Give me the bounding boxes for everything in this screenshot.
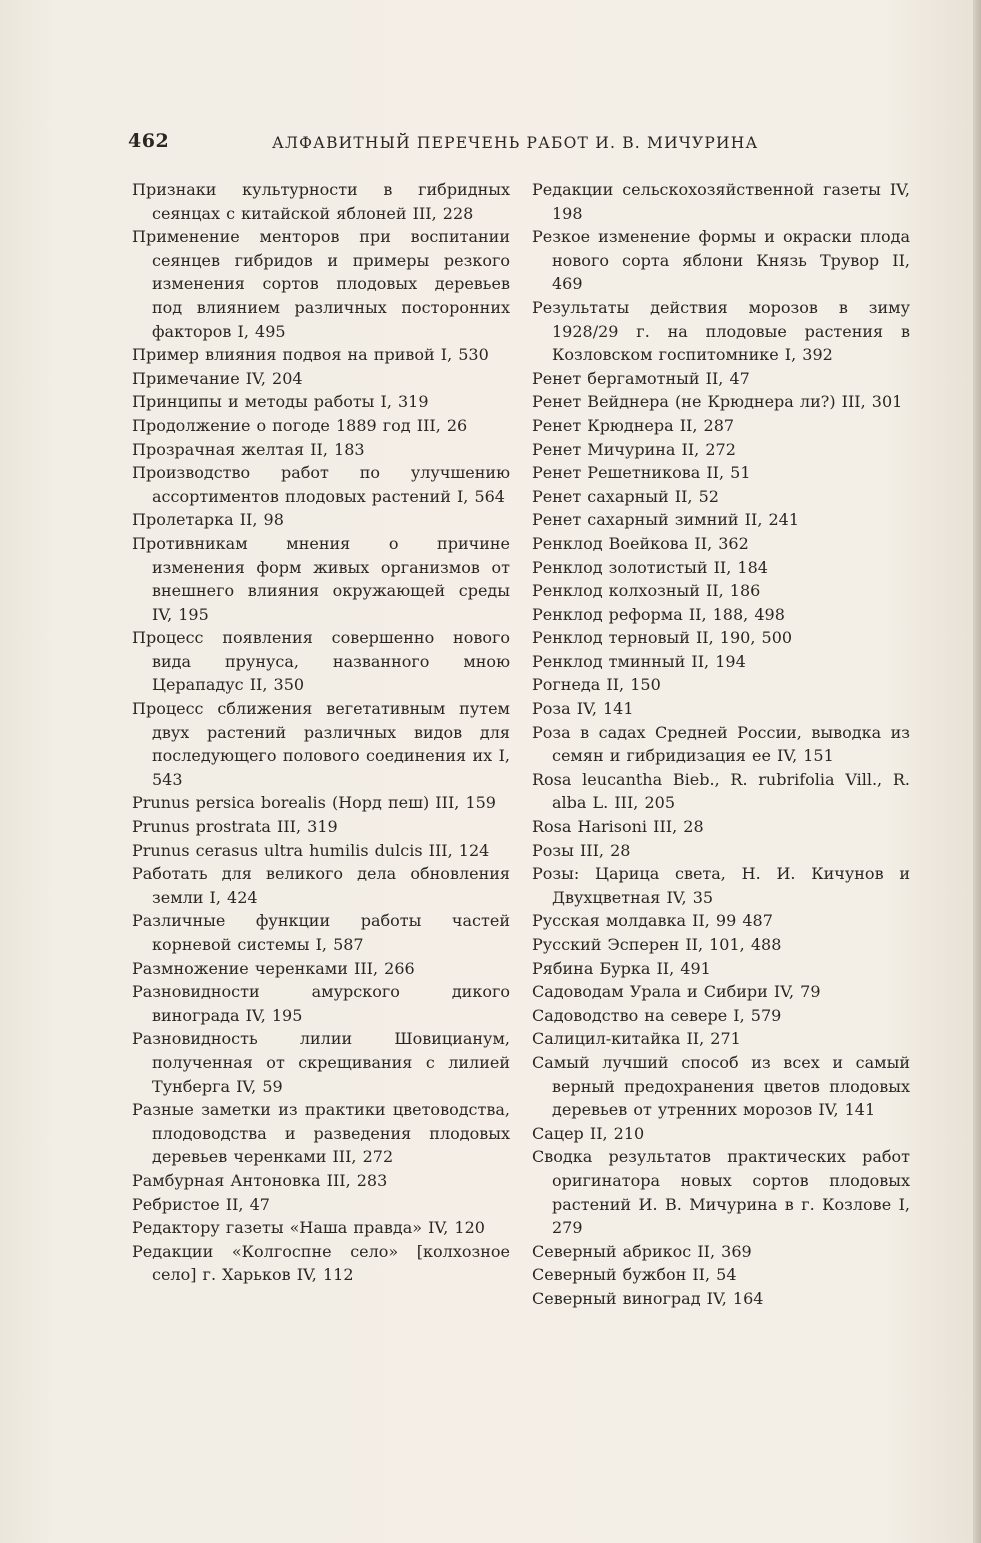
index-entry: Сводка результатов практических работ оригинатора новых сортов плодовых растений И. В. Мичурина в г. Козлове I, 279	[532, 1147, 910, 1238]
index-entry: Ренклод золотистый II, 184	[532, 557, 768, 577]
index-entry: Пример влияния подвоя на привой I, 530	[132, 345, 489, 365]
index-entry: Северный виноград IV, 164	[532, 1288, 764, 1308]
index-entry: Разновидность лилии Шовицианум, полученная от скрещивания с лилией Тунберга IV, 59	[132, 1029, 510, 1096]
index-entry: Разновидности амурского дикого винограда IV, 195	[132, 982, 510, 1025]
index-entry: Ренклод терновый II, 190, 500	[532, 628, 793, 648]
index-entry: Пролетарка II, 98	[132, 510, 284, 530]
index-entry: Prunus persica borealis (Норд пеш) III, 159	[132, 793, 496, 813]
index-entry: Ренет Решетникова II, 51	[532, 463, 751, 483]
index-entry: Северный абрикос II, 369	[532, 1241, 752, 1261]
index-entry: Ренклод реформа II, 188, 498	[532, 604, 785, 624]
index-entry: Рогнеда II, 150	[532, 675, 661, 695]
page-number: 462	[128, 130, 170, 152]
index-entry: Садоводам Урала и Сибири IV, 79	[532, 982, 821, 1002]
index-entry: Результаты действия морозов в зиму 1928/29 г. на плодовые растения в Козловском госпитомнике I, 392	[532, 297, 910, 365]
index-entry: Рамбурная Антоновка III, 283	[132, 1170, 388, 1190]
index-entry: Салицил-китайка II, 271	[532, 1029, 741, 1049]
index-entry: Редакции «Колгоспне село» [колхозное село] г. Харьков IV, 112	[132, 1241, 510, 1285]
index-entry: Применение менторов при воспитании сеянцев гибридов и примеры резкого изменения сортов плодовых деревьев под влиянием различных посторонних факторов I, 495	[132, 227, 510, 341]
index-entry: Русская молдавка II, 99 487	[532, 911, 773, 931]
index-entry: Процесс появления совершенно нового вида прунуса, названного мною Церападус II, 350	[132, 628, 510, 695]
index-column-right	[532, 178, 910, 1311]
index-entry: Ренклод Воейкова II, 362	[532, 533, 749, 553]
index-entry: Резкое изменение формы и окраски плода нового сорта яблони Князь Трувор II, 469	[532, 227, 910, 294]
running-title: АЛФАВИТНЫЙ ПЕРЕЧЕНЬ РАБОТ И. В. МИЧУРИНА	[272, 134, 759, 152]
index-entry: Работать для великого дела обновления земли I, 424	[132, 864, 510, 907]
index-entry: Примечание IV, 204	[132, 368, 303, 388]
index-entry: Rosa Harisoni III, 28	[532, 817, 704, 837]
index-entry: Прозрачная желтая II, 183	[132, 439, 365, 459]
index-entry: Различные функции работы частей корневой системы I, 587	[132, 911, 510, 954]
index-entry: Ренклод колхозный II, 186	[532, 581, 761, 601]
index-entry: Редактору газеты «Наша правда» IV, 120	[132, 1218, 485, 1238]
index-entry: Ребристое II, 47	[132, 1194, 270, 1214]
index-entry: Ренет Крюднера II, 287	[532, 415, 735, 435]
index-entry: Розы III, 28	[532, 840, 631, 860]
index-entry: Prunus prostrata III, 319	[132, 817, 338, 837]
index-entry: Prunus cerasus ultra humilis dulcis III, 124	[132, 840, 490, 860]
index-column-left	[132, 178, 510, 1287]
index-entry: Садоводство на севере I, 579	[532, 1005, 782, 1025]
index-entry: Принципы и методы работы I, 319	[132, 392, 429, 412]
index-entry: Ренет сахарный II, 52	[532, 486, 719, 506]
index-entry: Розы: Царица света, Н. И. Кичунов и Двухцветная IV, 35	[532, 864, 910, 907]
index-entry: Ренет Мичурина II, 272	[532, 439, 736, 459]
index-entry: Противникам мнения о причине изменения форм живых организмов от внешнего влияния окружающей среды IV, 195	[132, 533, 510, 624]
index-entry: Ренет Вейднера (не Крюднера ли?) III, 301	[532, 392, 903, 412]
index-entry: Размножение черенками III, 266	[132, 958, 415, 978]
index-entry: Русский Эсперен II, 101, 488	[532, 935, 782, 954]
index-entry: Самый лучший способ из всех и самый верный предохранения цветов плодовых деревьев от утренних морозов IV, 141	[532, 1052, 910, 1120]
page-edge	[973, 0, 981, 1543]
index-entry: Рябина Бурка II, 491	[532, 958, 711, 978]
index-entry: Ренклод тминный II, 194	[532, 651, 746, 671]
index-entry: Сацер II, 210	[532, 1123, 645, 1143]
index-entry: Роза IV, 141	[532, 699, 634, 719]
index-entry: Редакции сельскохозяйственной газеты IV, 198	[532, 180, 910, 223]
index-entry: Разные заметки из практики цветоводства, плодоводства и разведения плодовых деревьев черенками III, 272	[132, 1100, 510, 1167]
index-entry: Признаки культурности в гибридных сеянцах с китайской яблоней III, 228	[132, 180, 510, 223]
index-entry: Продолжение о погоде 1889 год III, 26	[132, 415, 468, 435]
index-entry: Ренет бергамотный II, 47	[532, 368, 750, 388]
index-entry: Ренет сахарный зимний II, 241	[532, 510, 800, 530]
index-entry: Производство работ по улучшению ассортиментов плодовых растений I, 564	[132, 463, 510, 506]
index-entry: Роза в садах Средней России, выводка из семян и гибридизация ее IV, 151	[532, 722, 910, 766]
index-entry: Rosa leucantha Bieb., R. rubrifolia Vill., R. alba L. III, 205	[532, 769, 910, 813]
index-entry: Северный бужбон II, 54	[532, 1265, 737, 1285]
index-entry: Процесс сближения вегетативным путем двух растений различных видов для последующего полового соединения их I, 543	[132, 699, 510, 789]
